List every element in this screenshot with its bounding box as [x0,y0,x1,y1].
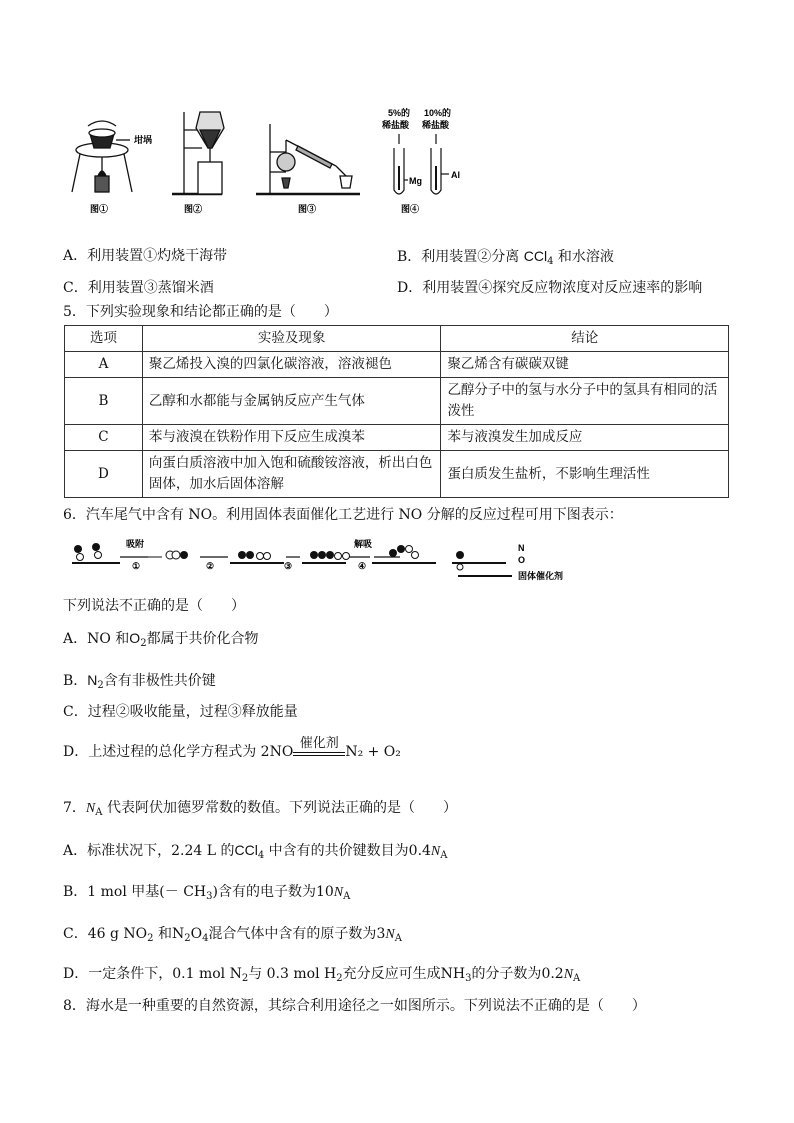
metal-mg-label: Mg [409,176,422,186]
figure-3-caption: 图③ [298,204,317,214]
catalyst-condition: 催化剂 [299,736,339,751]
q6-option-b: B．$N_2$含有非极性共价键 [63,672,216,691]
figure-3-distillation [256,124,360,194]
figure-2-caption: 图② [184,204,203,214]
step-4-label: ④ [358,561,367,571]
q6-option-c: C．过程②吸收能量，过程③释放能量 [63,704,298,720]
table-cell-conclusion: 蛋白质发生盐析，不影响生理活性 [441,451,729,498]
table-cell-experiment: 苯与液溴在铁粉作用下反应生成溴苯 [142,425,441,451]
q6-stem: 6．汽车尾气中含有 NO。利用固体表面催化工艺进行 NO 分解的反应过程可用下图表示： [63,507,623,523]
step-2-label: ② [206,561,215,571]
acid2-label-line2: 稀盐酸 [422,120,450,130]
table-header: 结论 [441,326,729,352]
q4-option-a: A．利用装置①灼烧干海带 [63,248,228,264]
legend-catalyst-label: 固体催化剂 [518,571,564,581]
adsorb-label: 吸附 [126,539,145,549]
table-cell-option: A [65,352,143,378]
table-row [65,451,729,498]
acid1-label-line2: 稀盐酸 [382,120,410,130]
q4-option-d: D．利用装置④探究反应物浓度对反应速率的影响 [397,280,703,296]
table-header: 实验及现象 [142,326,441,352]
q7-option-d: D．一定条件下，0.1 mol $N_2$与 0.3 mol $H_2$充分反应可生成$NH_3$的分子数为$0.2N_A$ [63,966,581,984]
legend-o-label: O [518,555,526,565]
q8-stem: 8．海水是一种重要的自然资源，其综合利用途径之一如图所示。下列说法不正确的是（ ） [63,998,646,1014]
q4-option-b: B．利用装置②分离 CCl$_4$ 和水溶液 [397,248,614,267]
apparatus-figures [60,104,480,220]
q5-stem: 5．下列实验现象和结论都正确的是（ ） [63,304,338,320]
step-1-label: ① [132,561,141,571]
q6-option-d: D．上述过程的总化学方程式为 2NO 催化剂 N₂ + O₂ [63,736,401,760]
figure-1-caption: 图① [90,204,109,214]
table-cell-option: D [65,451,143,498]
table-cell-experiment: 乙醇和水都能与金属钠反应产生气体 [142,378,441,425]
table-cell-conclusion: 苯与液溴发生加成反应 [441,425,729,451]
table-header-row [65,326,729,352]
q7-stem: 7．$N_A$ 代表阿伏加德罗常数的数值。下列说法正确的是（ ） [63,800,457,818]
q4-option-c: C．利用装置③蒸馏米酒 [63,280,214,296]
table-cell-experiment: 向蛋白质溶液中加入饱和硫酸铵溶液，析出白色固体，加水后固体溶解 [142,451,441,498]
q6-question: 下列说法不正确的是（ ） [63,598,245,614]
table-cell-experiment: 聚乙烯投入溴的四氯化碳溶液，溶液褪色 [142,352,441,378]
acid2-label-line1: 10%的 [424,108,452,118]
q6-process-diagram [66,535,606,585]
step-3-label: ③ [284,561,293,571]
crucible-label: 坩埚 [134,135,153,145]
figure-4-caption: 图④ [401,204,420,214]
table-row [65,352,729,378]
figure-2-separatory-funnel [172,112,224,194]
figure-1-crucible [72,121,132,192]
table-cell-option: B [65,378,143,425]
table-header: 选项 [65,326,143,352]
table-cell-conclusion: 乙醇分子中的氢与水分子中的氢具有相同的活泼性 [441,378,729,425]
q7-option-b: B．1 mol 甲基(－ $CH_3$)含有的电子数为$10N_A$ [63,884,351,902]
table-cell-option: C [65,425,143,451]
q7-option-a: A．标准状况下，2.24 L 的CCl$_4$ 中含有的共价键数目为$0.4N_A$ [63,842,448,861]
table-cell-conclusion: 聚乙烯含有碳碳双键 [441,352,729,378]
q6-option-a: A．NO 和$O_2$都属于共价化合物 [63,630,259,649]
acid1-label-line1: 5%的 [388,108,411,118]
q5-table [64,325,729,498]
legend-n-label: N [518,543,525,553]
desorb-label: 解吸 [354,539,373,549]
metal-al-label: Al [451,170,460,180]
table-row [65,378,729,425]
q7-option-c: C．46 g $NO_2$ 和$N_2O_4$混合气体中含有的原子数为$3N_A$ [63,926,402,944]
table-row [65,425,729,451]
